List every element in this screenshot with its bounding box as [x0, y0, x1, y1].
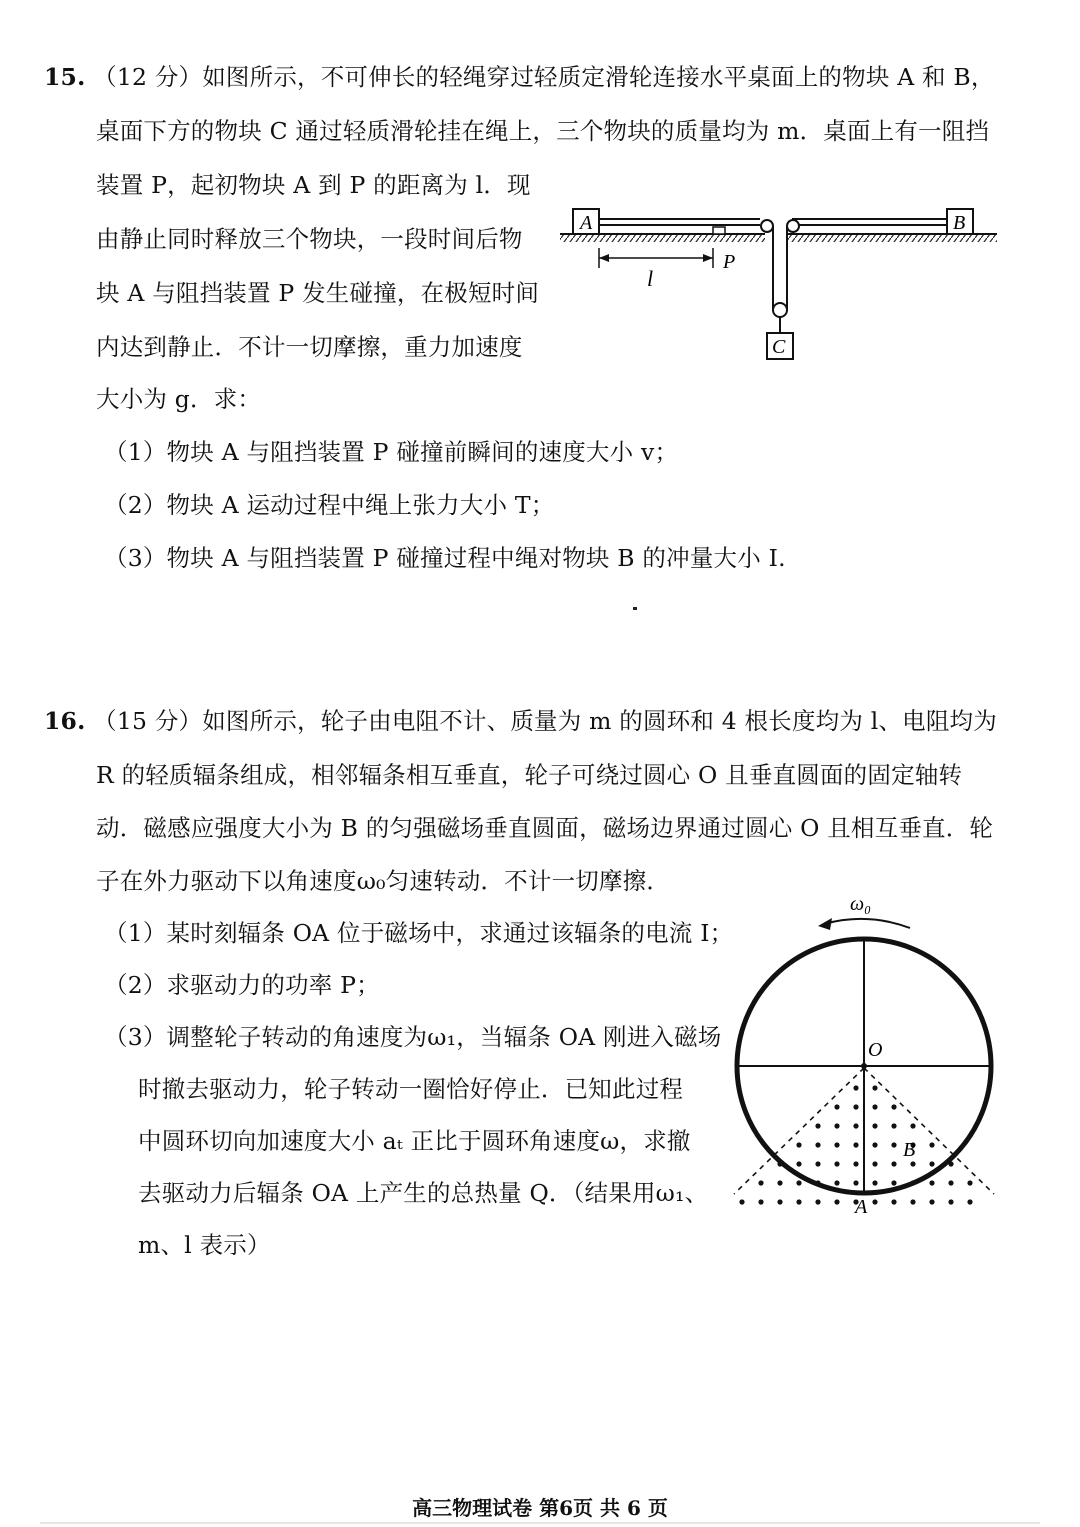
label-A: A: [580, 212, 593, 234]
field-dot: [948, 1180, 953, 1185]
field-dot: [834, 1199, 839, 1204]
label-omega0: ω₀: [850, 893, 872, 915]
field-dot: [853, 1123, 858, 1128]
center-O: [861, 1063, 867, 1069]
field-dot: [929, 1180, 934, 1185]
q16-line3: 动．磁感应强度大小为 B 的匀强磁场垂直圆面，磁场边界通过圆心 O 且相互垂直．轮: [96, 814, 994, 842]
q16-sub3-line5: m、l 表示）: [138, 1231, 271, 1259]
field-dot: [853, 1104, 858, 1109]
field-dot: [834, 1104, 839, 1109]
label-B: B: [953, 212, 966, 234]
page-footer: 高三物理试卷 第6页 共 6 页: [412, 1496, 668, 1520]
table-surface-right: [787, 234, 997, 242]
field-dot: [948, 1199, 953, 1204]
field-dot: [834, 1123, 839, 1128]
field-dot: [796, 1142, 801, 1147]
q15-points: （12 分）: [93, 63, 203, 91]
q16-number: 16.: [44, 707, 86, 735]
pulley-C: [773, 303, 787, 317]
stray-mark: [633, 607, 637, 610]
field-dot: [777, 1199, 782, 1204]
field-dot: [853, 1142, 858, 1147]
pulley-left: [761, 220, 773, 232]
label-P: P: [723, 251, 736, 273]
field-dot: [815, 1161, 820, 1166]
q16-sub1: （1）某时刻辐条 OA 位于磁场中，求通过该辐条的电流 I；: [104, 919, 734, 947]
field-dot: [815, 1142, 820, 1147]
field-dot: [796, 1180, 801, 1185]
field-dot: [796, 1161, 801, 1166]
field-dot: [853, 1180, 858, 1185]
magnetic-field-dots: [739, 1085, 972, 1204]
field-dot: [758, 1199, 763, 1204]
bottom-rule: [40, 1522, 1040, 1524]
q15-line5: 块 A 与阻挡装置 P 发生碰撞，在极短时间: [96, 279, 540, 307]
field-dot: [910, 1199, 915, 1204]
q16-sub3-line1: （3）调整轮子转动的角速度为ω₁，当辐条 OA 刚进入磁场: [104, 1023, 722, 1051]
field-dot: [853, 1161, 858, 1166]
q15-number: 15.: [44, 63, 86, 91]
q15-line7: 大小为 g．求：: [96, 385, 262, 413]
field-dot: [891, 1142, 896, 1147]
field-dot: [929, 1161, 934, 1166]
rotation-arrowhead: [818, 918, 832, 930]
q15-figure: [555, 190, 1015, 380]
field-dot: [872, 1123, 877, 1128]
field-dot: [872, 1085, 877, 1090]
q16-points: （15 分）: [93, 707, 203, 735]
field-dot: [872, 1142, 877, 1147]
field-dot: [872, 1180, 877, 1185]
q15-line1: [44, 63, 995, 91]
distance-l-arrow-left: [599, 254, 609, 262]
field-dot: [815, 1199, 820, 1204]
q15-sub1: （1）物块 A 与阻挡装置 P 碰撞前瞬间的速度大小 v；: [104, 438, 679, 466]
q16-figure: [722, 888, 1022, 1228]
pulley-right: [787, 220, 799, 232]
field-dot: [739, 1199, 744, 1204]
field-dot: [872, 1104, 877, 1109]
stopper-P: [713, 227, 725, 234]
label-l: l: [647, 266, 654, 291]
field-dot: [872, 1199, 877, 1204]
q16-sub3-line2: 时撤去驱动力，轮子转动一圈恰好停止．已知此过程: [138, 1075, 684, 1103]
field-dot: [758, 1180, 763, 1185]
field-dot: [929, 1199, 934, 1204]
q15-text-1: 如图所示，不可伸长的轻绳穿过轻质定滑轮连接水平桌面上的物块 A 和 B，: [202, 63, 995, 91]
field-dot: [853, 1085, 858, 1090]
table-surface-left: [560, 234, 765, 242]
rotation-arrow: [824, 919, 910, 928]
q15-line4: 由静止同时释放三个物块，一段时间后物: [96, 225, 523, 253]
label-B: B: [903, 1139, 916, 1161]
field-dot: [910, 1123, 915, 1128]
q15-line2: 桌面下方的物块 C 通过轻质滑轮挂在绳上，三个物块的质量均为 m．桌面上有一阻挡: [96, 117, 990, 145]
field-dot: [891, 1199, 896, 1204]
q16-line4: 子在外力驱动下以角速度ω₀匀速转动．不计一切摩擦．: [96, 867, 671, 895]
field-dot: [872, 1161, 877, 1166]
q16-sub3-line3: 中圆环切向加速度大小 aₜ 正比于圆环角速度ω，求撤: [138, 1127, 691, 1155]
q16-text-1: 如图所示，轮子由电阻不计、质量为 m 的圆环和 4 根长度均为 l、电阻均为: [202, 707, 997, 735]
q15-sub2: （2）物块 A 运动过程中绳上张力大小 T；: [104, 491, 555, 519]
field-dot: [891, 1104, 896, 1109]
field-dot: [967, 1180, 972, 1185]
field-dot: [891, 1123, 896, 1128]
field-dot: [891, 1161, 896, 1166]
q16-sub2: （2）求驱动力的功率 P；: [104, 971, 380, 999]
q15-sub3: （3）物块 A 与阻挡装置 P 碰撞过程中绳对物块 B 的冲量大小 I.: [104, 544, 786, 572]
field-dot: [929, 1142, 934, 1147]
field-dot: [891, 1180, 896, 1185]
label-C: C: [772, 336, 786, 358]
label-O: O: [868, 1039, 883, 1061]
field-dot: [834, 1180, 839, 1185]
field-dot: [796, 1199, 801, 1204]
distance-l-arrow-right: [703, 254, 713, 262]
field-dot: [834, 1142, 839, 1147]
field-dot: [967, 1199, 972, 1204]
q15-line6: 内达到静止．不计一切摩擦，重力加速度: [96, 333, 523, 361]
field-dot: [910, 1161, 915, 1166]
q16-line2: R 的轻质辐条组成，相邻辐条相互垂直，轮子可绕过圆心 O 且垂直圆面的固定轴转: [96, 761, 963, 789]
field-dot: [834, 1161, 839, 1166]
q16-sub3-line4: 去驱动力后辐条 OA 上产生的总热量 Q．（结果用ω₁、: [138, 1179, 709, 1207]
field-dot: [777, 1180, 782, 1185]
q15-line3: 装置 P，起初物块 A 到 P 的距离为 l．现: [96, 171, 531, 199]
q16-line1: [44, 707, 997, 735]
label-A: A: [855, 1196, 868, 1218]
field-dot: [815, 1123, 820, 1128]
